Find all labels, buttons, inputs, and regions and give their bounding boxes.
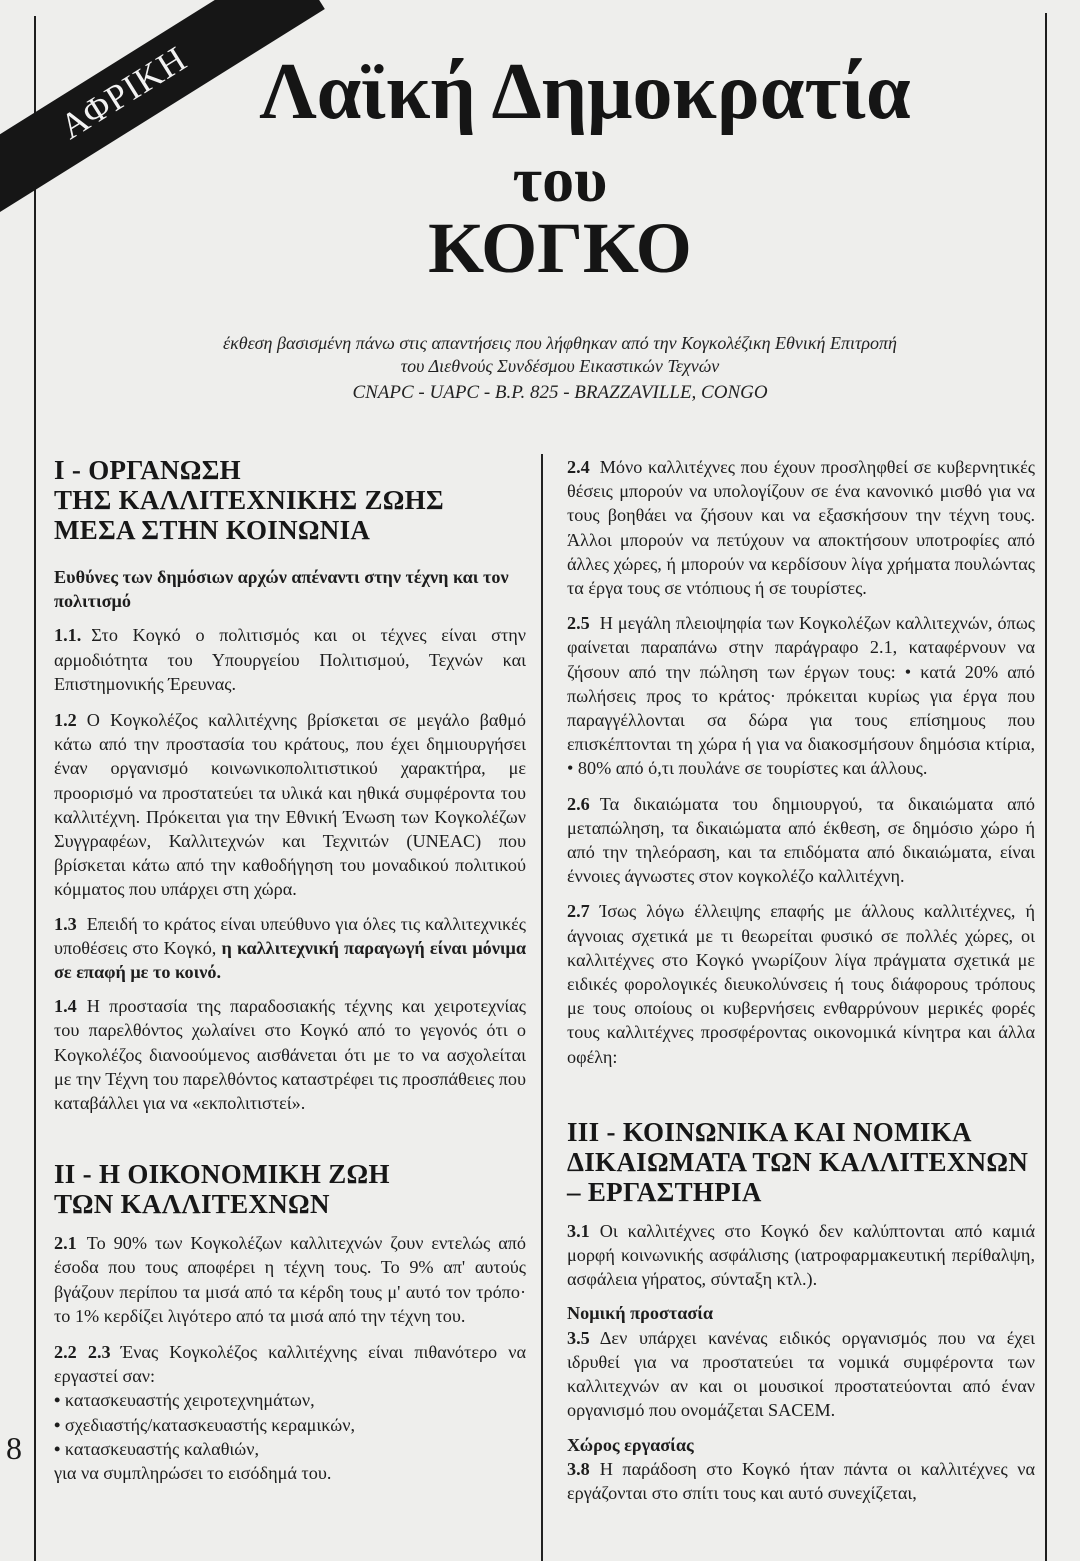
paragraph-2-6 bbox=[567, 792, 1035, 889]
paragraph-2-5 bbox=[567, 611, 1035, 780]
occupation-list bbox=[54, 1388, 526, 1461]
paragraph-number: 2.2 2.3 bbox=[54, 1342, 111, 1363]
page-title-line3: ΚΟΓΚΟ bbox=[428, 208, 692, 288]
paragraph-text: Δεν υπάρχει κανένας ειδικός οργανισμός που να έχει ιδρυθεί για να προστατεύει τα νομικά συμφέροντα των καλλιτεχνών αν και οι μουσικοί προστατεύονται από έναν οργανισμό που ονομάζεται SACEM. bbox=[567, 1327, 1035, 1421]
subheading-workplace: Χώρος εργασίας bbox=[567, 1434, 694, 1455]
list-item: • σχεδιαστής/κατασκευαστής κεραμικών, bbox=[54, 1413, 526, 1437]
section1-subheading: Ευθύνες των δημόσιων αρχών απέναντι στην τέχνη και τον πολιτισμό bbox=[54, 567, 509, 612]
subheading-legal-protection: Νομική προστασία bbox=[567, 1303, 714, 1324]
paragraph-emphasis: η καλλιτεχνική παραγωγή είναι μόνιμα σε επαφή με το κοινό. bbox=[54, 937, 526, 983]
paragraph-3-8 bbox=[567, 1457, 1035, 1505]
section1-heading-line: I - ΟΡΓΑΝΩΣΗ bbox=[54, 455, 241, 485]
paragraph-text: Μόνο καλλιτέχνες που έχουν προσληφθεί σε κυβερνητικές θέσεις μπορούν να υπολογίζουν σε ένα κανονικό μισθό για να τους βοηθάει να ζήσουν και να εξασκήσουν την τέχνη τους. Άλλοι μπορούν να πετύχουν να αποκτήσουν υποτροφίες από άλλες χώρες, ή μπορούν να κερδίσουν λίγα χρήματα πουλώντας τα έργα τους σε ντόπιους ή σε τουρίστες. bbox=[567, 457, 1035, 599]
section3-heading bbox=[567, 1117, 1035, 1207]
region-banner-label: ΑΦΡΙΚΗ bbox=[53, 38, 194, 147]
paragraph-text: Ίσως λόγω έλλειψης επαφής με άλλους καλλιτέχνες, ή άγνοιας σχετικά με τι θεωρείται φυσικό σε πολλές χώρες, οι καλλιτέχνες στο Κογκό γνωρίζουν λίγα πράγματα σχετικά με ειδικές φορολογικές διευκολύνσεις ή τους διάφορους τρόπους με τους οποίους οι κυβερνήσεις ενθαρρύνουν μερικές φορές τους καλλιτέχνες προσφέροντας οικονομικά κίνητρα και άλλα οφέλη: bbox=[567, 901, 1035, 1067]
paragraph-text: Η προστασία της παραδοσιακής τέχνης και χειροτεχνίας του παρελθόντος χωλαίνει στο Κογκό από το γεγονός ότι ο Κογκολέζος διανοούμενος αισθάνεται ότι με το να ασχολείται με την Τέχνη του παρελθόντος καταστρέφει τις προσπάθειες που καταβάλλει για να «εκπολιτιστεί». bbox=[54, 996, 526, 1114]
paragraph-text: Στο Κογκό ο πολιτισμός και οι τέχνες είναι στην αρμοδιότητα του Υπουργείου Πολιτισμού, Τεχνών και Επιστημονικής Έρευνας. bbox=[54, 625, 526, 694]
paragraph-number: 3.1 bbox=[567, 1220, 590, 1241]
paragraph-text: Ένας Κογκολέζος καλλιτέχνης είναι πιθανότερο να εργαστεί σαν: bbox=[54, 1342, 526, 1387]
left-column bbox=[54, 455, 526, 1485]
paragraph-1-2 bbox=[54, 708, 526, 902]
section3-heading-line: III - ΚΟΙΝΩΝΙΚΑ ΚΑΙ ΝΟΜΙΚΑ bbox=[567, 1116, 972, 1147]
paragraph-number: 1.1. bbox=[54, 625, 82, 646]
section1-heading-line: ΜΕΣΑ ΣΤΗΝ ΚΟΙΝΩΝΙΑ bbox=[54, 515, 371, 545]
paragraph-text: Το 90% των Κογκολέζων καλλιτεχνών ζουν εντελώς από έσοδα που τους αποφέρει η τέχνη τους. Το 9% απ' αυτούς βγάζουν περίπου τα μισά από τα κέρδη τους μ' αυτό τον τρόπο· το 1% κερδίζει λιγότερο από τα μισά από την τέχνη του. bbox=[54, 1233, 526, 1326]
page-title-line1: Λαϊκή Δημοκρατία bbox=[259, 48, 911, 136]
paragraph-number: 1.3 bbox=[54, 913, 77, 934]
right-column bbox=[567, 455, 1035, 1505]
list-item: • κατασκευαστής χειροτεχνημάτων, bbox=[54, 1388, 526, 1412]
paragraph-text: Η παράδοση στο Κογκό ήταν πάντα οι καλλιτέχνες να εργάζονται στο σπίτι τους και αυτό συνεχίζεται, bbox=[567, 1458, 1035, 1503]
address-line: CNAPC - UAPC - B.P. 825 - BRAZZAVILLE, CONGO bbox=[352, 382, 768, 403]
paragraph-number: 2.6 bbox=[567, 793, 590, 814]
paragraph-1-3 bbox=[54, 912, 526, 985]
paragraph-2-2 bbox=[54, 1340, 526, 1388]
paragraph-2-2-tail: για να συμπληρώσει το εισόδημά του. bbox=[54, 1463, 332, 1484]
section2-heading-line: ΤΩΝ ΚΑΛΛΙΤΕΧΝΩΝ bbox=[54, 1189, 330, 1220]
paragraph-3-5 bbox=[567, 1326, 1035, 1423]
section3-heading-line: ΔΙΚΑΙΩΜΑΤΑ ΤΩΝ ΚΑΛΛΙΤΕΧΝΩΝ bbox=[567, 1146, 1029, 1177]
paragraph-number: 2.1 bbox=[54, 1233, 77, 1254]
subtitle-line2: του Διεθνούς Συνδέσμου Εικαστικών Τεχνών bbox=[400, 356, 720, 376]
paragraph-2-4 bbox=[567, 455, 1035, 600]
section1-heading-line: ΤΗΣ ΚΑΛΛΙΤΕΧΝΙΚΗΣ ΖΩΗΣ bbox=[54, 485, 444, 515]
paragraph-text: Τα δικαιώματα του δημιουργού, τα δικαιώματα από μεταπώληση, τα δικαιώματα από έκθεση, σε δημόσιο χώρο ή από την τηλεόραση, και τα επιδόματα από δικαιώματα, είναι έννοιες άγνωστες στον κογκολέζο καλλιτέχνη. bbox=[567, 793, 1035, 887]
section2-heading-line: II - Η ΟΙΚΟΝΟΜΙΚΗ ΖΩΗ bbox=[54, 1159, 390, 1190]
paragraph-number: 3.8 bbox=[567, 1458, 590, 1479]
paragraph-text: Ο Κογκολέζος καλλιτέχνης βρίσκεται σε μεγάλο βαθμό κάτω από την προστασία του κράτους, που έχει δημιουργήσει έναν οργανισμό κοινωνικοπολιτιστικού χαρακτήρα, με προορισμό να προστατεύει τα υλικά και ηθικά συμφέροντα του καλλιτέχνη. Πρόκειται για την Εθνική Ένωση των Κογκολέζων Συγγραφέων, Καλλιτεχνών και Τεχνιτών (UNEAC) που βρίσκεται κάτω από την καθοδήγηση του μοναδικού πολιτικού κόμματος που υπάρχει στη χώρα. bbox=[54, 710, 526, 900]
list-item: • κατασκευαστής καλαθιών, bbox=[54, 1437, 526, 1461]
paragraph-number: 1.2 bbox=[54, 710, 77, 731]
paragraph-1-4 bbox=[54, 994, 526, 1115]
page-number: 8 bbox=[6, 1430, 22, 1466]
paragraph-1-1 bbox=[54, 623, 526, 696]
section1-heading bbox=[54, 455, 526, 545]
paragraph-number: 2.4 bbox=[567, 457, 590, 477]
subtitle-line1: έκθεση βασισμένη πάνω στις απαντήσεις που λήφθηκαν από την Κογκολέζικη Εθνική Επιτροπή bbox=[223, 333, 897, 353]
paragraph-text: Η μεγάλη πλειοψηφία των Κογκολέζων καλλιτεχνών, όπως φαίνεται παραπάνω στην παράγραφο 2.1, καταφέρνουν να ζήσουν από την πώληση των έργων τους: • κατά 20% από πωλήσεις προς το κράτος· πρόκειται κυρίως για έργα που παραγγέλλονται σα δώρα για τους επίσημους που επισκέπτονται τη χώρα ή για να διακοσμήσουν δημόσια κτίρια, • 80% από ό,τι πουλάνε σε τουρίστες και άλλους. bbox=[567, 613, 1035, 779]
paragraph-2-7 bbox=[567, 899, 1035, 1068]
section3-heading-line: – ΕΡΓΑΣΤΗΡΙΑ bbox=[567, 1176, 762, 1207]
paragraph-3-1 bbox=[567, 1219, 1035, 1292]
paragraph-text: Οι καλλιτέχνες στο Κογκό δεν καλύπτονται από καμιά μορφή κοινωνικής ασφάλισης (ιατροφαρμακευτική περίθαλψη, ασφάλεια γήρατος, σύνταξη κτλ.). bbox=[567, 1220, 1035, 1290]
left-margin-rule bbox=[34, 16, 36, 1561]
column-divider bbox=[541, 454, 543, 1561]
page-title-line2: του bbox=[512, 144, 608, 215]
paragraph-text: Επειδή το κράτος είναι υπεύθυνο για όλες τις καλλιτεχνικές υποθέσεις στο Κογκό, bbox=[54, 913, 526, 958]
paragraph-2-1 bbox=[54, 1231, 526, 1328]
paragraph-number: 2.7 bbox=[567, 901, 590, 922]
paragraph-number: 2.5 bbox=[567, 613, 590, 634]
section2-heading bbox=[54, 1159, 526, 1219]
paragraph-number: 3.5 bbox=[567, 1327, 590, 1348]
paragraph-number: 1.4 bbox=[54, 996, 77, 1017]
